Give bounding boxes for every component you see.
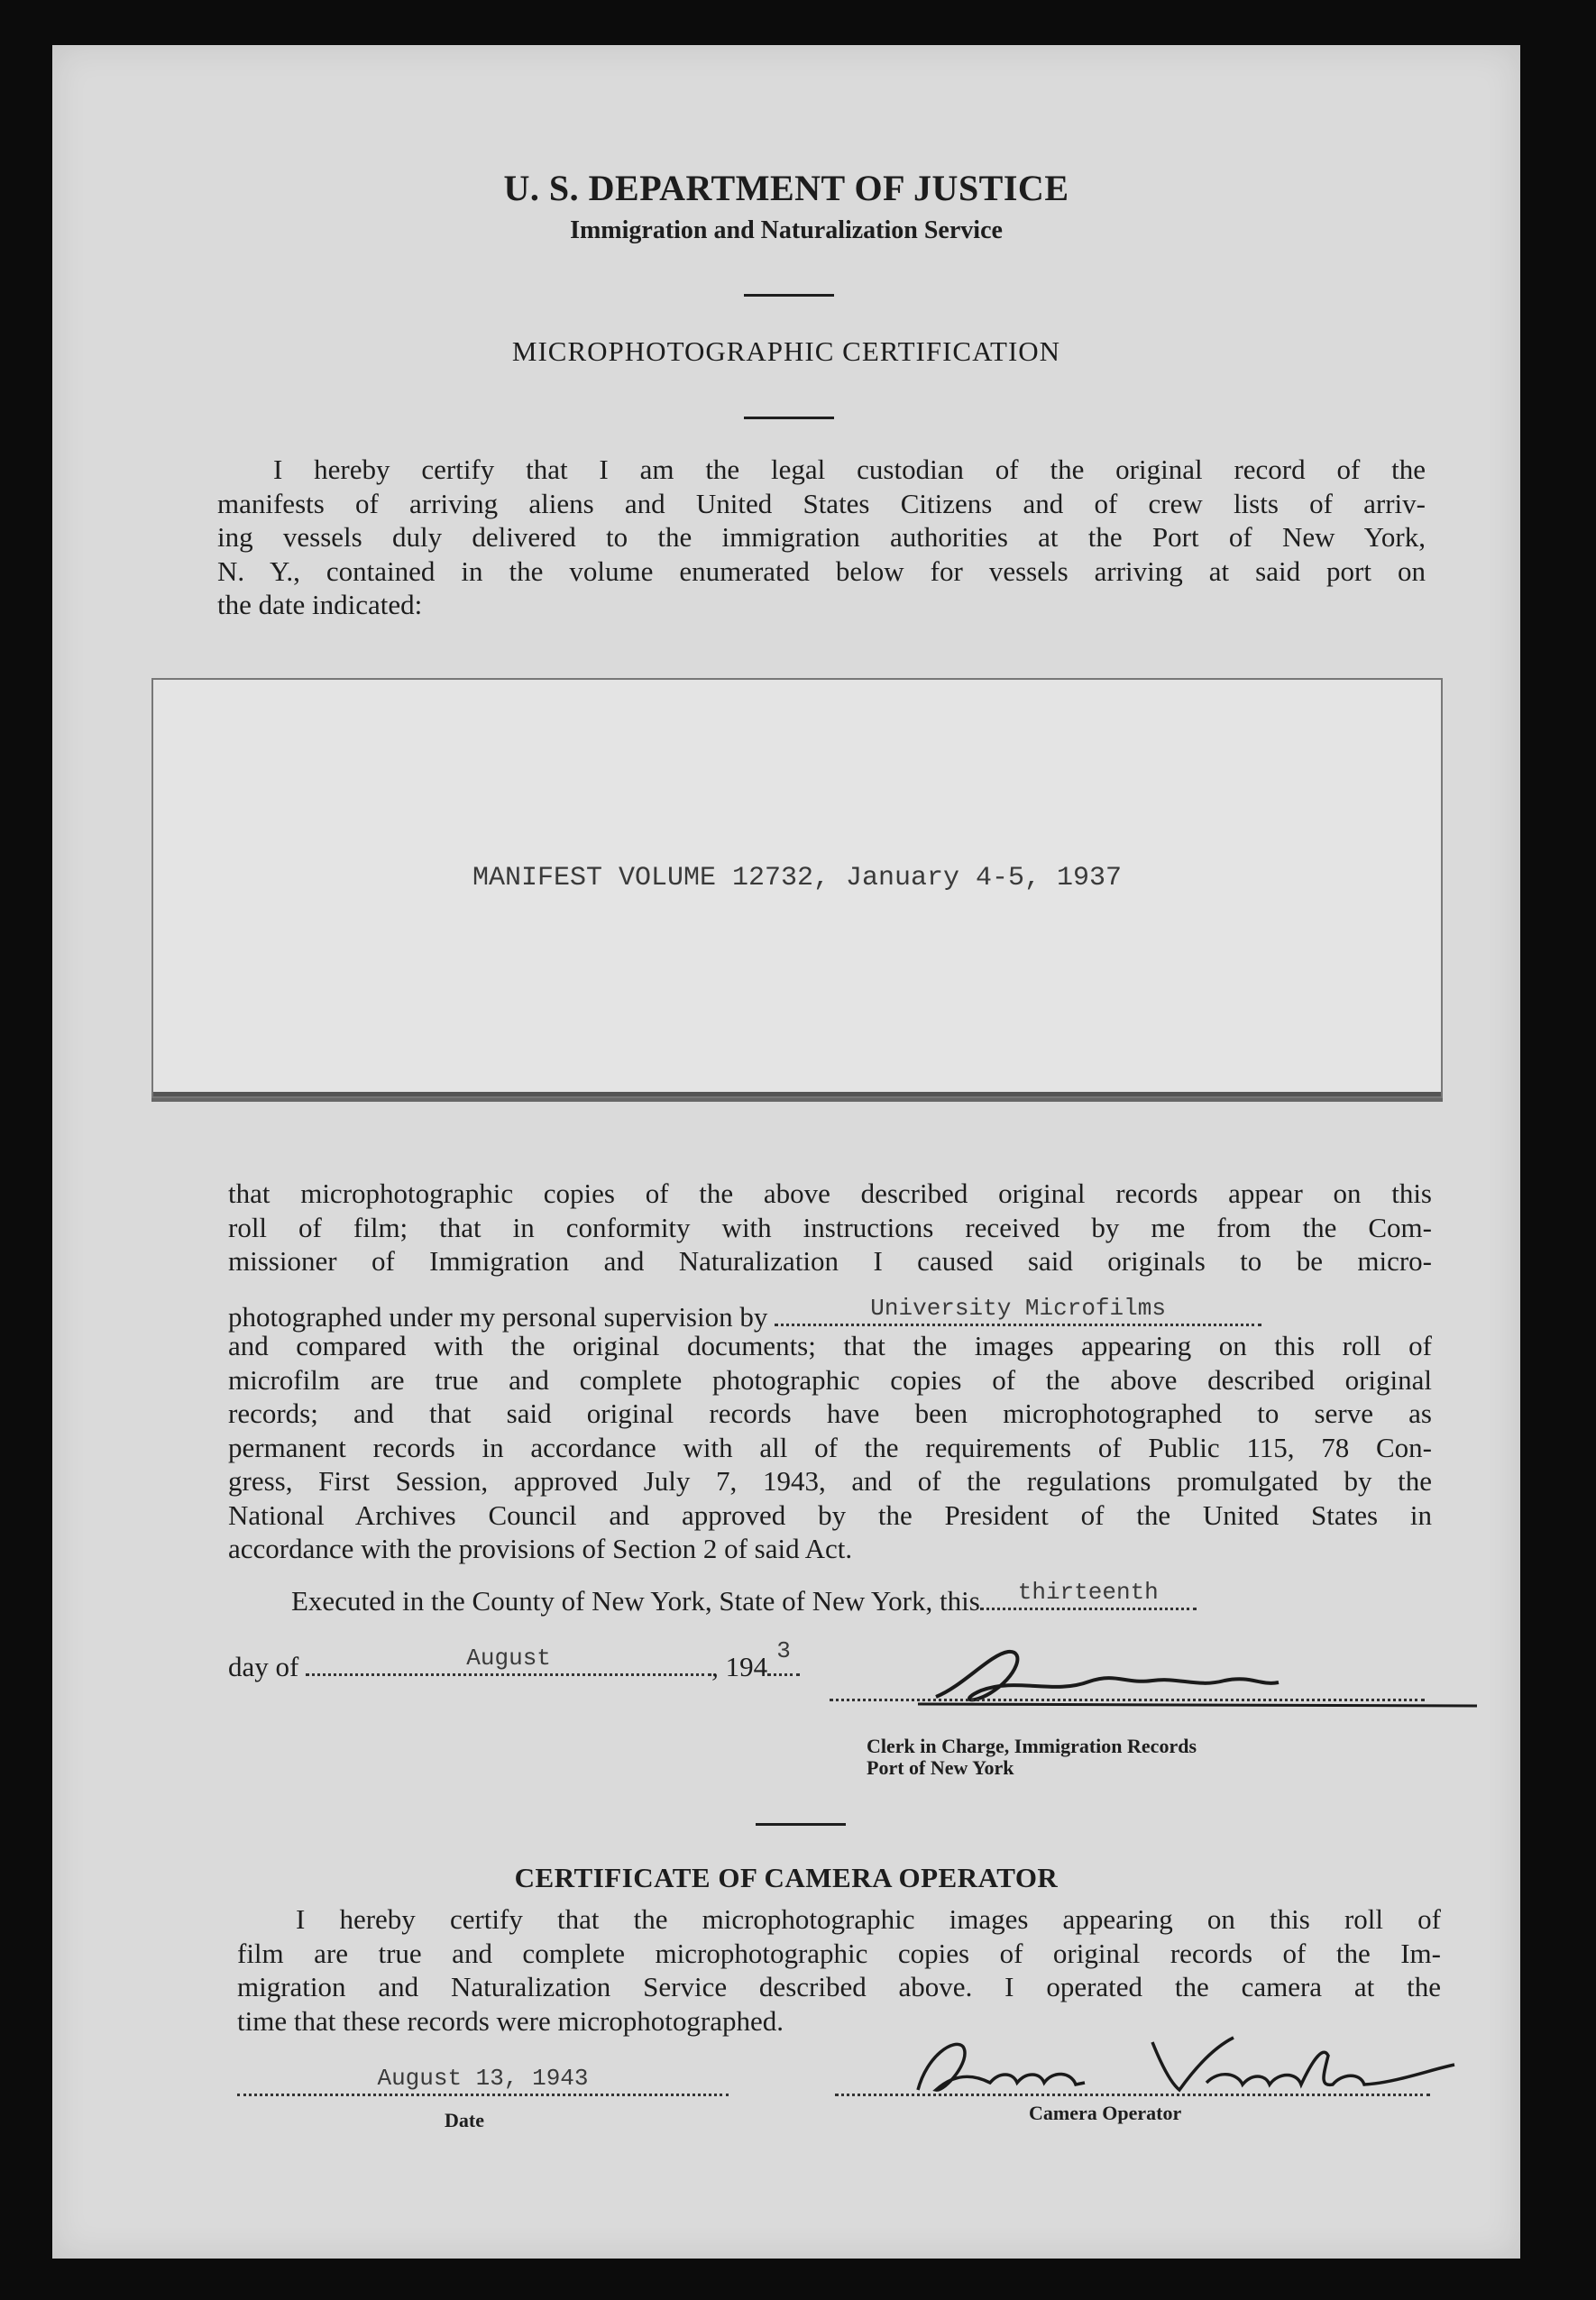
camera-line: I hereby certify that the microphotographic images appearing on this roll of xyxy=(296,1903,1441,1935)
camera-operator-label: Camera Operator xyxy=(1029,2102,1182,2124)
intro-line: the date indicated: xyxy=(217,589,423,620)
date-label: Date xyxy=(445,2109,484,2131)
body-line: and compared with the original documents; that the images appearing on this roll of xyxy=(228,1330,1432,1361)
year-digit: 3 xyxy=(776,1637,791,1664)
photographed-by-prefix: photographed under my personal supervision by xyxy=(228,1301,768,1333)
camera-line: film are true and complete microphotographic copies of original records of the Im- xyxy=(237,1937,1441,1969)
month-value: August xyxy=(466,1645,551,1672)
title-divider xyxy=(744,417,834,419)
year-prefix: , 194 xyxy=(711,1651,768,1682)
intro-line: manifests of arriving aliens and United States Citizens and of crew lists of arriv- xyxy=(217,487,1426,519)
executed-day-value: thirteenth xyxy=(1017,1579,1159,1606)
service-subheading: Immigration and Naturalization Service xyxy=(570,216,1003,244)
body-line: records; and that said original records have been microphotographed to serve as xyxy=(228,1397,1432,1429)
department-heading: U. S. DEPARTMENT OF JUSTICE xyxy=(503,168,1069,208)
certification-title: MICROPHOTOGRAPHIC CERTIFICATION xyxy=(511,335,1061,367)
certificate-sheet xyxy=(52,45,1520,2259)
intro-line: ing vessels duly delivered to the immigration authorities at the Port of New York, xyxy=(217,521,1426,553)
body-line: accordance with the provisions of Section 2 of said Act. xyxy=(228,1533,853,1564)
body-line: microfilm are true and complete photographic copies of the above described original xyxy=(228,1363,1432,1396)
body-line: missioner of Immigration and Naturalization I caused said originals to be micro- xyxy=(228,1245,1432,1277)
camera-line: migration and Naturalization Service described above. I operated the camera at the xyxy=(237,1971,1441,2002)
date-value: August 13, 1943 xyxy=(377,2065,589,2092)
header-divider xyxy=(744,294,834,297)
body-line: National Archives Council and approved by the President of the United States in xyxy=(228,1498,1432,1531)
photographed-by-value: University Microfilms xyxy=(870,1295,1166,1322)
intro-line: I hereby certify that I am the legal custodian of the original record of the xyxy=(273,454,1426,485)
clerk-title-line2: Port of New York xyxy=(867,1756,1014,1779)
clerk-title-line1: Clerk in Charge, Immigration Records xyxy=(867,1735,1197,1757)
intro-paragraph xyxy=(217,453,1426,622)
intro-line: N. Y., contained in the volume enumerated below for vessels arriving at said port on xyxy=(217,554,1426,587)
body-line: that microphotographic copies of the above described original records appear on this xyxy=(228,1177,1432,1209)
body-line: gress, First Session, approved July 7, 1943, and of the regulations promulgated by the xyxy=(228,1465,1432,1497)
body-line: roll of film; that in conformity with instructions received by me from the Com- xyxy=(228,1211,1432,1243)
volume-label: MANIFEST VOLUME 12732, January 4-5, 1937 xyxy=(472,863,1123,893)
volume-slip xyxy=(151,678,1443,1098)
camera-line: time that these records were microphotographed. xyxy=(237,2004,784,2037)
day-of-label: day of xyxy=(228,1651,299,1682)
body-line: permanent records in accordance with all of the requirements of Public 115, 78 Con- xyxy=(228,1431,1432,1463)
executed-prefix: Executed in the County of New York, State of New York, this xyxy=(291,1585,980,1617)
camera-certificate-title: CERTIFICATE OF CAMERA OPERATOR xyxy=(514,1862,1059,1893)
